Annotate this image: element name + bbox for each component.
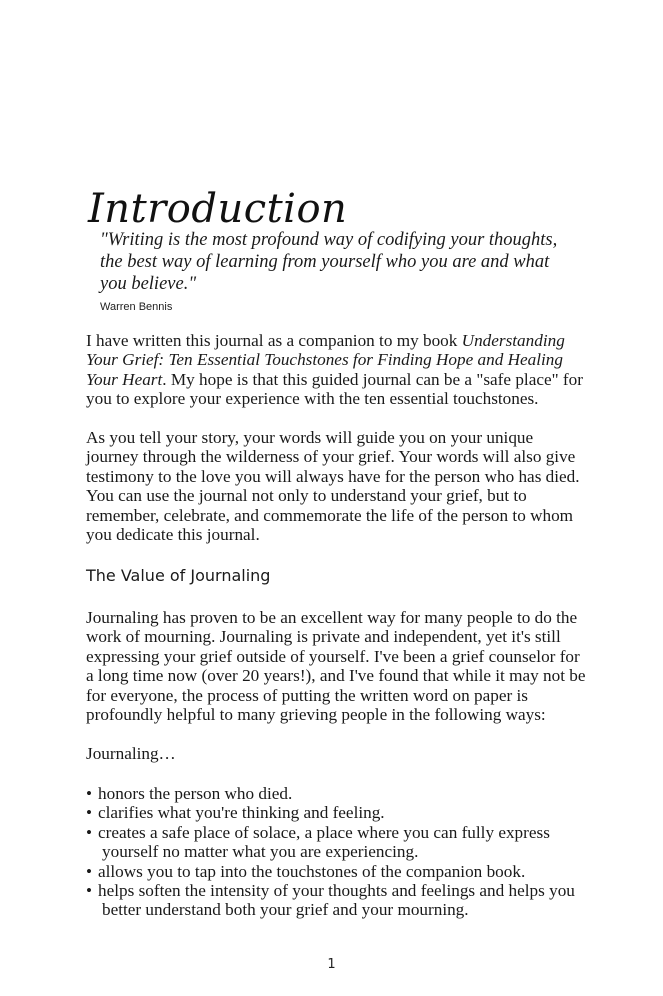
list-item-text: creates a safe place of solace, a place where you can fully express yourself no matter what you are experiencing. [98, 822, 550, 862]
paragraph-text: I have written this journal as a companion to my book [86, 331, 462, 350]
section-heading: The Value of Journaling [86, 566, 271, 585]
benefits-list [86, 784, 586, 920]
journaling-paragraph: Journaling has proven to be an excellent way for many people to do the work of mourning. Journaling is private and independent, yet it's still expressing your grief outside of yourself. I've been a grief counselor for a long time now (over 20 years!), and I've found that while it may not be for everyone, the process of putting the written word on paper is profoundly helpful to many grieving people in the following ways: [86, 608, 586, 725]
epigraph [100, 229, 580, 313]
list-item-text: allows you to tap into the touchstones of the companion book. [98, 861, 526, 881]
intro-paragraph-2: As you tell your story, your words will guide you on your unique journey through the wilderness of your grief. Your words will also give testimony to the love you will always have for the person who has died. You can use the journal not only to understand your grief, but to remember, celebrate, and commemorate the life of the person to whom you dedicate this journal. [86, 428, 580, 545]
book-title: Understanding Your Grief: Ten Essential Touchstones for Finding Hope and Healing Your Heart [86, 331, 565, 389]
page-title: Introduction [88, 186, 348, 232]
bullet-icon: • [86, 861, 93, 881]
list-item [86, 881, 586, 920]
list-item-text: clarifies what you're thinking and feeling. [98, 803, 385, 823]
page-number: 1 [327, 957, 336, 972]
list-item-text: honors the person who died. [98, 784, 293, 803]
epigraph-author: Warren Bennis [100, 301, 173, 313]
list-item [86, 784, 586, 803]
list-item [86, 803, 586, 822]
paragraph-text: . My hope is that this guided journal can be a "safe place" for you to explore your experience with the ten essential touchstones. [86, 369, 583, 409]
intro-paragraph-1 [86, 331, 586, 409]
bullet-icon: • [86, 803, 93, 823]
list-item-text: helps soften the intensity of your thoughts and feelings and helps you better understand both your grief and your mourning. [98, 881, 575, 920]
bullet-icon: • [86, 784, 93, 803]
list-item [86, 823, 586, 862]
list-item [86, 862, 586, 881]
bullet-icon: • [86, 881, 93, 901]
epigraph-quote: "Writing is the most profound way of codifying your thoughts, the best way of learning from yourself who you are and what you believe." [100, 230, 558, 294]
bullet-icon: • [86, 822, 93, 842]
journaling-label: Journaling… [86, 744, 176, 763]
